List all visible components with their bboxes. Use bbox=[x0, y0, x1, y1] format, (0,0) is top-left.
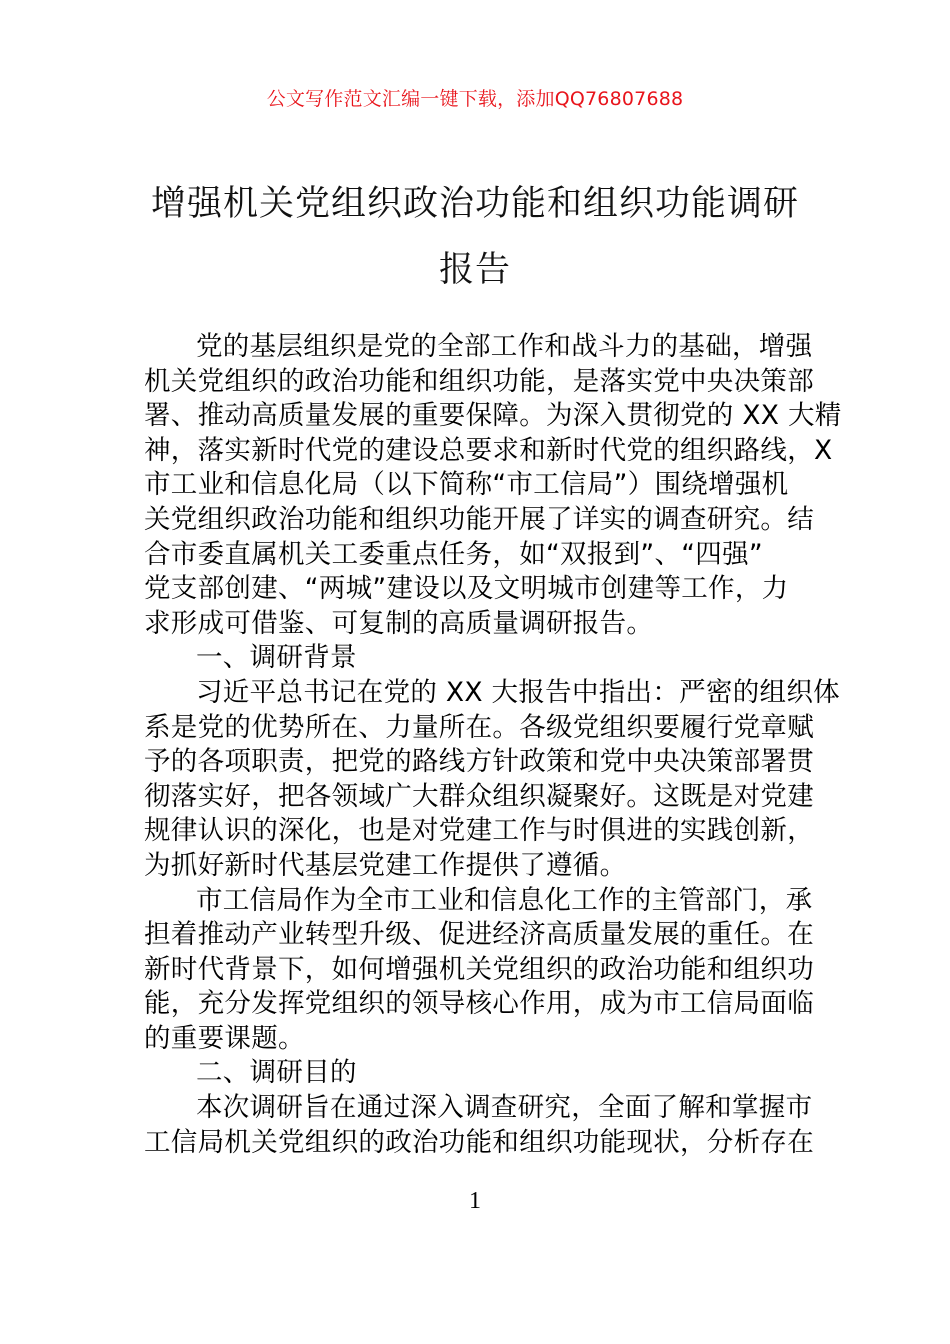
body-text-line: 担着推动产业转型升级、促进经济高质量发展的重任。在 bbox=[144, 919, 814, 951]
page-number: 1 bbox=[469, 1188, 481, 1214]
body-text-line: 机关党组织的政治功能和组织功能，是落实党中央决策部 bbox=[144, 365, 814, 397]
body-text-line: 党的基层组织是党的全部工作和战斗力的基础，增强 bbox=[196, 331, 813, 362]
body-text-line: 习近平总书记在党的 XX 大报告中指出：严密的组织体 bbox=[196, 676, 840, 708]
body-text-line: 市工业和信息化局（以下简称“市工信局”）围绕增强机 bbox=[144, 469, 789, 501]
body-text-line: 彻落实好，把各领域广大群众组织凝聚好。这既是对党建 bbox=[144, 780, 814, 812]
body-text-line: 系是党的优势所在、力量所在。各级党组织要履行党章赋 bbox=[144, 711, 814, 743]
body-text-line: 二、调研目的 bbox=[196, 1057, 357, 1089]
body-text-line: 的重要课题。 bbox=[144, 1022, 305, 1054]
document-body bbox=[144, 330, 842, 1160]
body-text-line: 合市委直属机关工委重点任务，如“双报到”、“四强” bbox=[144, 538, 763, 570]
body-text-line: 工信局机关党组织的政治功能和组织功能现状，分析存在 bbox=[144, 1126, 814, 1158]
body-text-line: 予的各项职责，把党的路线方针政策和党中央决策部署贯 bbox=[144, 746, 814, 778]
body-text-line: 署、推动高质量发展的重要保障。为深入贯彻党的 XX 大精 bbox=[144, 400, 842, 432]
body-text-line: 党支部创建、“两城”建设以及文明城市创建等工作，力 bbox=[144, 573, 789, 605]
document-title-line-1: 增强机关党组织政治功能和组织功能调研 bbox=[150, 184, 799, 224]
body-text-line: 为抓好新时代基层党建工作提供了遵循。 bbox=[144, 849, 627, 881]
body-text-line: 市工信局作为全市工业和信息化工作的主管部门，承 bbox=[196, 884, 813, 916]
body-text-line: 神，落实新时代党的建设总要求和新时代党的组织路线，X bbox=[144, 434, 833, 466]
body-text-line: 一、调研背景 bbox=[196, 642, 357, 674]
body-text-line: 求形成可借鉴、可复制的高质量调研报告。 bbox=[144, 607, 654, 639]
body-text-line: 规律认识的深化，也是对党建工作与时俱进的实践创新， bbox=[144, 815, 814, 847]
body-text-line: 新时代背景下，如何增强机关党组织的政治功能和组织功 bbox=[144, 953, 814, 985]
document-title-line-2: 报告 bbox=[438, 250, 511, 290]
body-text-line: 能，充分发挥党组织的领导核心作用，成为市工信局面临 bbox=[144, 988, 814, 1020]
body-text-line: 本次调研旨在通过深入调查研究，全面了解和掌握市 bbox=[196, 1092, 813, 1124]
download-banner: 公文写作范文汇编一键下载，添加QQ76807688 bbox=[266, 88, 684, 110]
body-text-line: 关党组织政治功能和组织功能开展了详实的调查研究。结 bbox=[144, 503, 814, 535]
